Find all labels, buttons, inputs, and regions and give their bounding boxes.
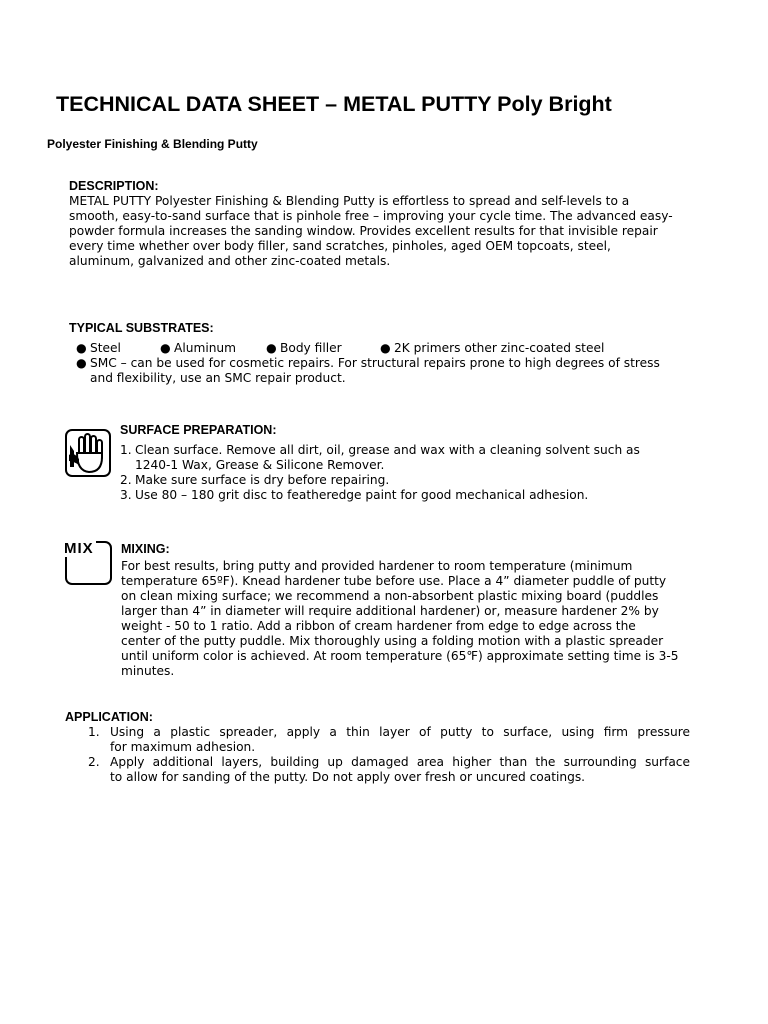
description-heading: DESCRIPTION: <box>69 179 159 193</box>
glove-icon <box>65 429 111 477</box>
substrate-aluminum: Aluminum <box>174 341 237 355</box>
bullet-icon: ● <box>76 356 87 370</box>
mixing-line: larger than 4” in diameter will require additional hardener) or, measure hardener 2% by <box>121 604 659 618</box>
list-item <box>120 473 640 488</box>
list-text: Using a plastic spreader, apply a thin layer of putty to surface, using firm pressure <box>110 725 690 739</box>
mix-icon-label: MIX <box>64 540 94 557</box>
surface-prep-heading: SURFACE PREPARATION: <box>120 423 277 437</box>
smc-line: and flexibility, use an SMC repair product. <box>90 371 346 385</box>
list-text: Use 80 – 180 grit disc to featheredge paint for good mechanical adhesion. <box>135 488 589 502</box>
surface-prep-list <box>120 443 640 503</box>
application-list <box>88 725 690 785</box>
bullet-icon: ● <box>160 341 171 355</box>
bullet-icon: ● <box>380 341 391 355</box>
list-number: 1. <box>88 725 100 739</box>
list-item <box>120 488 640 503</box>
substrate-body-filler: Body filler <box>280 341 342 355</box>
list-text: Make sure surface is dry before repairing. <box>135 473 390 487</box>
list-number: 3. <box>120 488 132 502</box>
list-number: 2. <box>120 473 132 487</box>
list-text: Apply additional layers, building up damaged area higher than the surrounding surface <box>110 755 690 769</box>
list-item <box>120 443 640 458</box>
list-text: for maximum adhesion. <box>110 740 256 754</box>
list-item <box>76 341 160 356</box>
application-heading: APPLICATION: <box>65 710 153 724</box>
list-text: to allow for sanding of the putty. Do not apply over fresh or uncured coatings. <box>110 770 586 784</box>
list-item <box>266 341 380 356</box>
mixing-line: For best results, bring putty and provided hardener to room temperature (minimum <box>121 559 633 573</box>
list-item <box>88 725 690 755</box>
mixing-text <box>121 559 679 679</box>
list-item <box>380 341 604 356</box>
list-text: 1240-1 Wax, Grease & Silicone Remover. <box>135 458 385 472</box>
substrate-steel: Steel <box>90 341 121 355</box>
mixing-line: on clean mixing surface; we recommend a non-absorbent plastic mixing board (puddles <box>121 589 659 603</box>
list-number: 1. <box>120 443 132 457</box>
page-subtitle: Polyester Finishing & Blending Putty <box>47 137 258 151</box>
mixing-line: until uniform color is achieved. At room temperature (65℉) approximate setting time is 3-5 <box>121 649 679 663</box>
list-number: 2. <box>88 755 100 769</box>
mixing-line: temperature 65ºF). Knead hardener tube before use. Place a 4” diameter puddle of putty <box>121 574 667 588</box>
list-item <box>160 341 266 356</box>
smc-line: SMC – can be used for cosmetic repairs. For structural repairs prone to high degrees of stress <box>90 356 660 370</box>
description-line: aluminum, galvanized and other zinc-coated metals. <box>69 254 391 268</box>
description-text <box>69 194 673 269</box>
mixing-line: center of the putty puddle. Mix thoroughly using a folding motion with a plastic spreader <box>121 634 664 648</box>
list-text: Clean surface. Remove all dirt, oil, grease and wax with a cleaning solvent such as <box>135 443 640 457</box>
description-line: powder formula increases the sanding window. Provides excellent results for that invisible repair <box>69 224 658 238</box>
mixing-heading: MIXING: <box>121 542 170 556</box>
list-item <box>76 356 660 371</box>
mix-icon <box>65 541 112 585</box>
substrates-heading: TYPICAL SUBSTRATES: <box>69 321 214 335</box>
bullet-icon: ● <box>266 341 277 355</box>
mixing-line: minutes. <box>121 664 175 678</box>
substrates-row <box>76 341 660 356</box>
description-line: every time whether over body filler, sand scratches, pinholes, aged OEM topcoats, steel, <box>69 239 611 253</box>
description-line: METAL PUTTY Polyester Finishing & Blending Putty is effortless to spread and self-levels to a <box>69 194 630 208</box>
substrate-2k-primers: 2K primers other zinc-coated steel <box>394 341 605 355</box>
mixing-line: weight - 50 to 1 ratio. Add a ribbon of cream hardener from edge to edge across the <box>121 619 636 633</box>
substrates-list <box>76 341 660 386</box>
bullet-icon: ● <box>76 341 87 355</box>
page-title: TECHNICAL DATA SHEET – METAL PUTTY Poly Bright <box>56 92 612 116</box>
list-item <box>88 755 690 785</box>
description-line: smooth, easy-to-sand surface that is pinhole free – improving your cycle time. The advanced easy- <box>69 209 673 223</box>
